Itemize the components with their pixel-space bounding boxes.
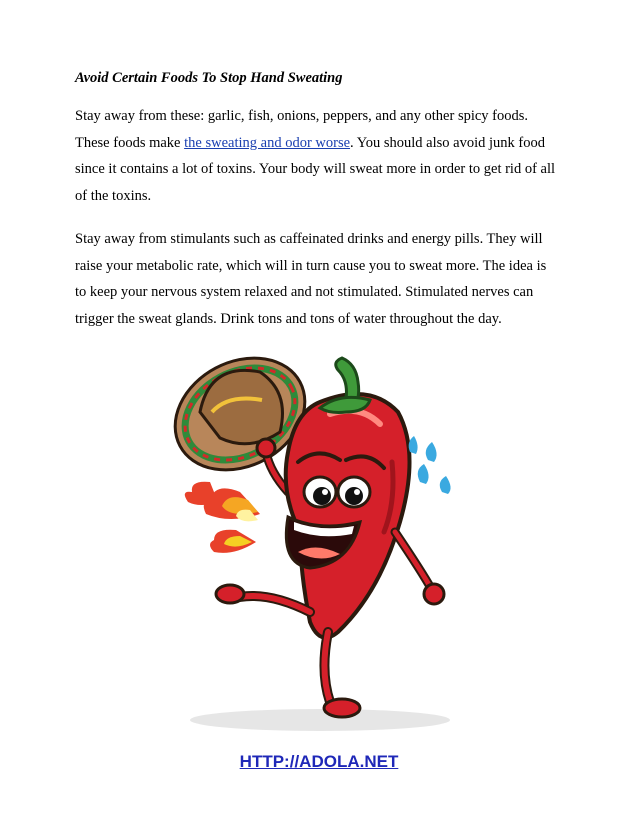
text-after-link: . You should also avoid junk food [350,134,545,151]
paragraph-line-with-link [75,130,575,157]
chili-body [286,394,410,638]
sweating-odor-link[interactable]: the sweating and odor worse [184,134,351,151]
website-link[interactable]: HTTP://ADOLA.NET [239,752,399,771]
fire-breath [185,482,260,553]
paragraph-line: raise your metabolic rate, which will in turn cause you to sweat more. The idea is [75,257,547,274]
paragraph-line: Stay away from stimulants such as caffeinated drinks and energy pills. They will [75,231,543,247]
paragraph-line: of the toxins. [75,187,152,204]
paragraph-stimulants [75,226,575,332]
text-before-link: These foods make [75,134,185,151]
paragraph-foods [75,103,575,209]
sweat-drops [409,436,451,494]
paragraph-line: Stay away from these: garlic, fish, onions, peppers, and any other spicy foods. [75,108,529,124]
section-heading: Avoid Certain Foods To Stop Hand Sweating [75,70,343,86]
paragraph-line: trigger the sweat glands. Drink tons and tons of water throughout the day. [75,310,502,327]
dancing-chili-pepper-icon [170,342,480,734]
paragraph-line: since it contains a lot of toxins. Your body will sweat more in order to get rid of all [75,161,556,177]
paragraph-line: to keep your nervous system relaxed and not stimulated. Stimulated nerves can [75,284,534,300]
ground-shadow [190,709,450,731]
